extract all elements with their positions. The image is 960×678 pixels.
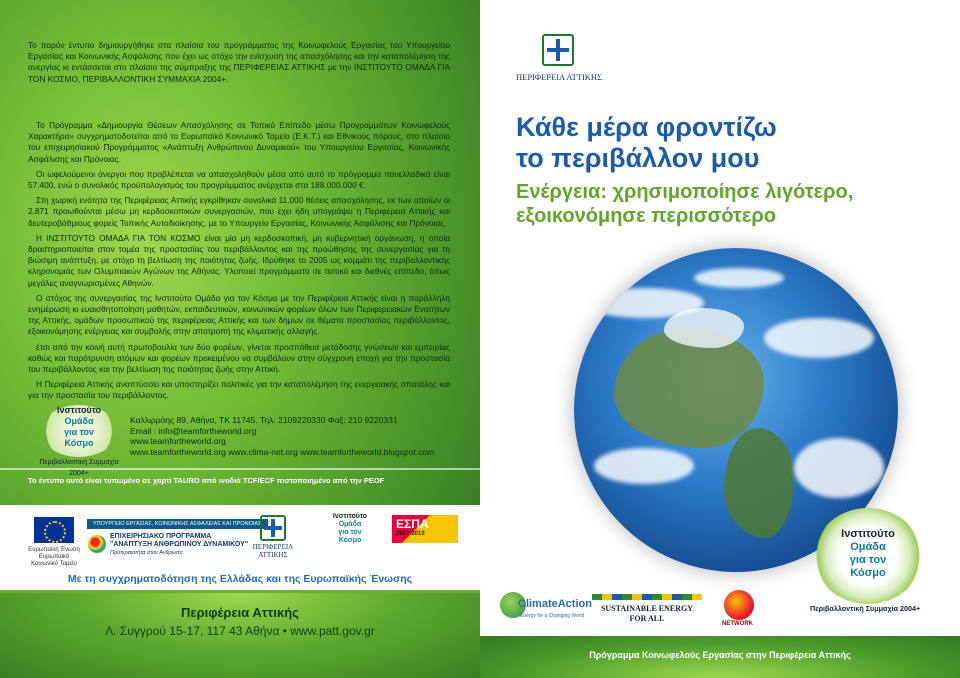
logo-line: Ομάδα: [64, 416, 94, 426]
sustainable-line: SUSTAINABLE ENERGY: [600, 604, 694, 613]
logo-ring: [41, 405, 117, 457]
cloud-shape: [594, 448, 694, 484]
right-footer: [480, 636, 960, 678]
divider: [0, 468, 480, 470]
climate-action-logo: [500, 588, 592, 628]
cover-title: [516, 112, 777, 174]
logo-line: Ινστιτούτο: [57, 405, 101, 415]
periphery-logo: [242, 515, 304, 559]
network-label: NETWORK: [722, 621, 753, 627]
right-panel: [480, 0, 960, 678]
periphery-label: ΠΕΡΙΦΕΡΕΙΑ ΑΤΤΙΚΗΣ: [252, 543, 294, 559]
body-paragraph: Ο στόχος της συνεργασίας της Ινστιτούτο Ομάδα για τον Κόσμο με την Περιφέρεια Αττικής είναι η παράλληλη ενημέρωση κι ευαισθητοποίηση μαθητών, εκπαιδευτικών, κοινωνικών φορέων όλων των Περιφερειακών Ενοτήτων της Αττικής, ομάδων προσωπικού της περιφέρειας Αττικής και των δήμων σε θέματα προστασίας περιβάλλοντος, εξοικονόμησης ενέργειας και συμβολής στην αποτροπή της κλιματικής αλλαγής.: [28, 292, 450, 337]
logo-line: Ινστιτούτο: [332, 513, 368, 520]
intro-paragraph: Το παρόν έντυπο δημιουργήθηκε στα πλαίσια του προγράμματος της Κοινωφελούς Εργασίας του Υπουργείου Εργασίας και Κοινωνικής Ασφάλισης που έχει ως στόχο την ενίσχυση της απασχόλησης και την καταπολέμηση της ανεργίας κι εντάσσεται στο πλαίσιο της σύμπραξης της ΠΕΡΙΦΕΡΕΙΑΣ ΑΤΤΙΚΗΣ με την ΙΝΣΤΙΤΟΥΤΟ ΟΜΑΔΑ ΓΙΑ ΤΟΝ ΚΟΣΜΟ, ΠΕΡΙΒΑΛΛΟΝΤΙΚΗ ΣΥΜΜΑΧΙΑ 2004+.: [28, 40, 450, 84]
body-text: [28, 120, 450, 406]
title-line: Κάθε μέρα φροντίζω: [516, 112, 777, 142]
logo-line: για τον: [64, 427, 94, 437]
body-paragraph: Η Περιφέρεια Αττικής αναπτύσσει και υποστηρίζει πολιτικές για την καταπολέμηση της ενεργειακής σπατάλης και για την προστασία του περιβάλλοντος.: [28, 379, 450, 401]
title-line: το περιβάλλον μου: [516, 143, 760, 173]
cofunding-statement: Με τη συγχρηματοδότηση της Ελλάδας και της Ευρωπαϊκής Ένωσης: [67, 573, 413, 585]
body-paragraph: έτσι από την κοινή αυτή πρωτοβουλία των δύο φορέων, γίνεται προσπάθεια μετάδοσης γνώσεων και εμπειρίας καθώς και παρότρυνση ατόμων και φορέων προκειμένου να συμβάλουν στην σύγχρονη εποχή για την προστασία του περιβάλλοντος και την βελτίωση της ποιότητας ζωής στην Αττική.: [28, 341, 450, 375]
logo-line: Ομάδα: [338, 521, 362, 528]
body-paragraph: Στη χωρική ενότητα της Περιφέρειας Αττικής εγκρίθηκαν συνολικά 11.000 θέσεις απασχόλησης, εκ των οποίων οι 2.871 προωθούνται μέσω μη κερδοσκοπικών συνεργασιών, που έχει ήδη υπογράψει η Περιφέρεια Αττικής και δευτεροβάθμιους φορείς Τοπικής Αυτοδιοίκησης, με το Υπουργείο Εργασίας, Κοινωνικής Ασφάλισης και Πρόνοιας.: [28, 195, 450, 228]
cloud-shape: [694, 268, 784, 288]
contact-website[interactable]: www.teamfortheworld.org: [130, 436, 226, 446]
program-tagline: Προτεραιότητα στον Άνθρωπο: [110, 550, 183, 556]
contact-address: Καλλιρρόης 89, Αθήνα, ΤΚ 11745. Τηλ: 2109220330 Φαξ: 210 9220331: [130, 415, 398, 425]
footer-address: Λ. Συγγρού 15-17, 117 43 Αθήνα • www.patt.gov.gr: [105, 624, 375, 638]
intro-text: [28, 40, 450, 85]
eu-label: Ευρωπαϊκή Ένωση Ευρωπαϊκό Κοινωνικό Ταμείο: [28, 547, 80, 567]
espa-logo: [392, 515, 458, 543]
subtitle-line: εξοικονόμησε περισσότερο: [516, 205, 776, 227]
body-paragraph: Οι ωφελούμενοι άνεργοι που προβλέπεται να απασχοληθούν μέσα από αυτό το πρόγραμμα πανελλαδικά είναι 57.400, ενώ ο συνολικός προϋπολογισμός του προγράμματος ανέρχεται στα 188.000.000 €.: [28, 168, 450, 191]
program-logo: [110, 533, 260, 557]
paper-note: Το έντυπο αυτό είναι τυπωμένο σε χαρτί TAURO από ινοδιά TCF/ECF πιστοποιημένο από την PEOF: [28, 476, 385, 485]
team-logo-small: [320, 513, 380, 545]
contact-details: [130, 415, 434, 457]
periphery-cross-icon: [542, 34, 574, 66]
logo-line: Κόσμο: [64, 438, 94, 448]
sustainable-energy-stripes: [592, 594, 702, 600]
badge-line: Ινστιτούτο: [841, 528, 895, 540]
eu-flag-icon: [34, 517, 74, 543]
eu-stars-icon: [44, 521, 66, 543]
program-line: "ΑΝΑΠΤΥΞΗ ΑΝΘΡΩΠΙΝΟΥ ΔΥΝΑΜΙΚΟΥ": [110, 541, 249, 548]
team-badge-large: [814, 508, 922, 604]
logo-subtitle: Περιβαλλοντική Συμμαχία 2004+: [39, 459, 119, 477]
cloud-shape: [584, 288, 704, 318]
logo-line: για τον: [338, 529, 362, 536]
cloud-shape: [764, 318, 874, 358]
climate-action-title: ClimateAction: [518, 598, 592, 610]
espa-years: 2007-2013: [396, 531, 425, 537]
badge-line: για τον: [849, 554, 887, 566]
continent-shape: [724, 428, 794, 538]
continent-shape: [614, 328, 764, 448]
right-footer-text: Πρόγραμμα Κοινωφελούς Εργασίας στην Περιφέρεια Αττικής: [589, 650, 851, 660]
logo-line: Κόσμο: [338, 537, 362, 544]
footer-title: Περιφέρεια Αττικής: [181, 605, 299, 620]
contact-websites[interactable]: www.teamfortheworld.org www.clima-net.org www.teamfortheworld.blogspot.com: [130, 446, 435, 457]
body-paragraph: Η ΙΝΣΤΙΤΟΥΤΟ ΟΜΑΔΑ ΓΙΑ ΤΟΝ ΚΟΣΜΟ είναι μία μη κερδοσκοπική, μη κυβερνητική οργάνωση, η οποία δραστηριοποιείται στον τομέα της προστασίας του περιβάλλοντος και της προώθησης της συνεργασίας για τη βιώσιμη ανάπτυξη, με στόχο τη βελτίωση της ποιότητας ζωής. Ιδρύθηκε το 2005 ως κομμάτι της περιβαλλοντικής κληρονομιάς των Ολυμπιακών Αγώνων της Αθήνας. Υλοποιεί προγράμματα σε τοπικό και διεθνές επίπεδο, όπως μεγάλες αναγνωρισμένες Αθηνών.: [28, 232, 450, 288]
program-swirl-icon: [88, 535, 106, 553]
contact-block: [28, 405, 458, 477]
cover-subtitle: [516, 180, 853, 228]
org-label: ΠΕΡΙΦΕΡΕΙΑ ΑΤΤΙΚΗΣ: [516, 72, 603, 82]
climate-action-tagline: Energy for a Changing World: [520, 613, 585, 619]
badge-subtitle: Περιβαλλοντική Συμμαχία 2004+: [810, 604, 921, 613]
program-line: ΕΠΙΧΕΙΡΗΣΙΑΚΟ ΠΡΟΓΡΑΜΜΑ: [110, 533, 212, 540]
sustainable-energy-logo: [592, 594, 702, 624]
espa-title: ΕΣΠΑ: [396, 517, 429, 531]
badge-line: Ομάδα: [850, 541, 886, 553]
network-globe-icon: [724, 590, 754, 620]
periphery-logo-large: [516, 34, 603, 82]
contact-email[interactable]: Email : info@teamfortheworld.org: [130, 425, 257, 436]
cloud-shape: [794, 438, 884, 498]
subtitle-line: Ενέργεια: χρησιμοποίησε λιγότερο,: [516, 181, 854, 203]
sustainable-line: FOR ALL: [629, 614, 665, 623]
ministry-bar: ΥΠΟΥΡΓΕΙΟ ΕΡΓΑΣΙΑΣ, ΚΟΙΝΩΝΙΚΗΣ ΑΣΦΑΛΕΙΑΣ ΚΑΙ ΠΡΟΝΟΙΑΣ: [87, 519, 268, 529]
body-paragraph: Το Πρόγραμμα «Δημιουργία Θέσεων Απασχόλησης σε Τοπικό Επίπεδο μέσω Προγραμμάτων Κοινωφελούς Χαρακτήρα» συγχρηματοδοτείται από το Ευρωπαϊκό Κοινωνικό Ταμείο (Ε.Κ.Τ.) και Εθνικούς πόρους, στο πλαίσιο του επιχειρησιακού Προγράμματος «Ανάπτυξη Ανθρώπινου Δυναμικού» του Υπουργείου Εργασίας, Κοινωνικής Ασφάλισης και Πρόνοιας.: [28, 120, 450, 164]
periphery-cross-icon: [260, 515, 286, 541]
badge-line: Κόσμο: [850, 567, 886, 579]
network-logo: [710, 590, 770, 630]
